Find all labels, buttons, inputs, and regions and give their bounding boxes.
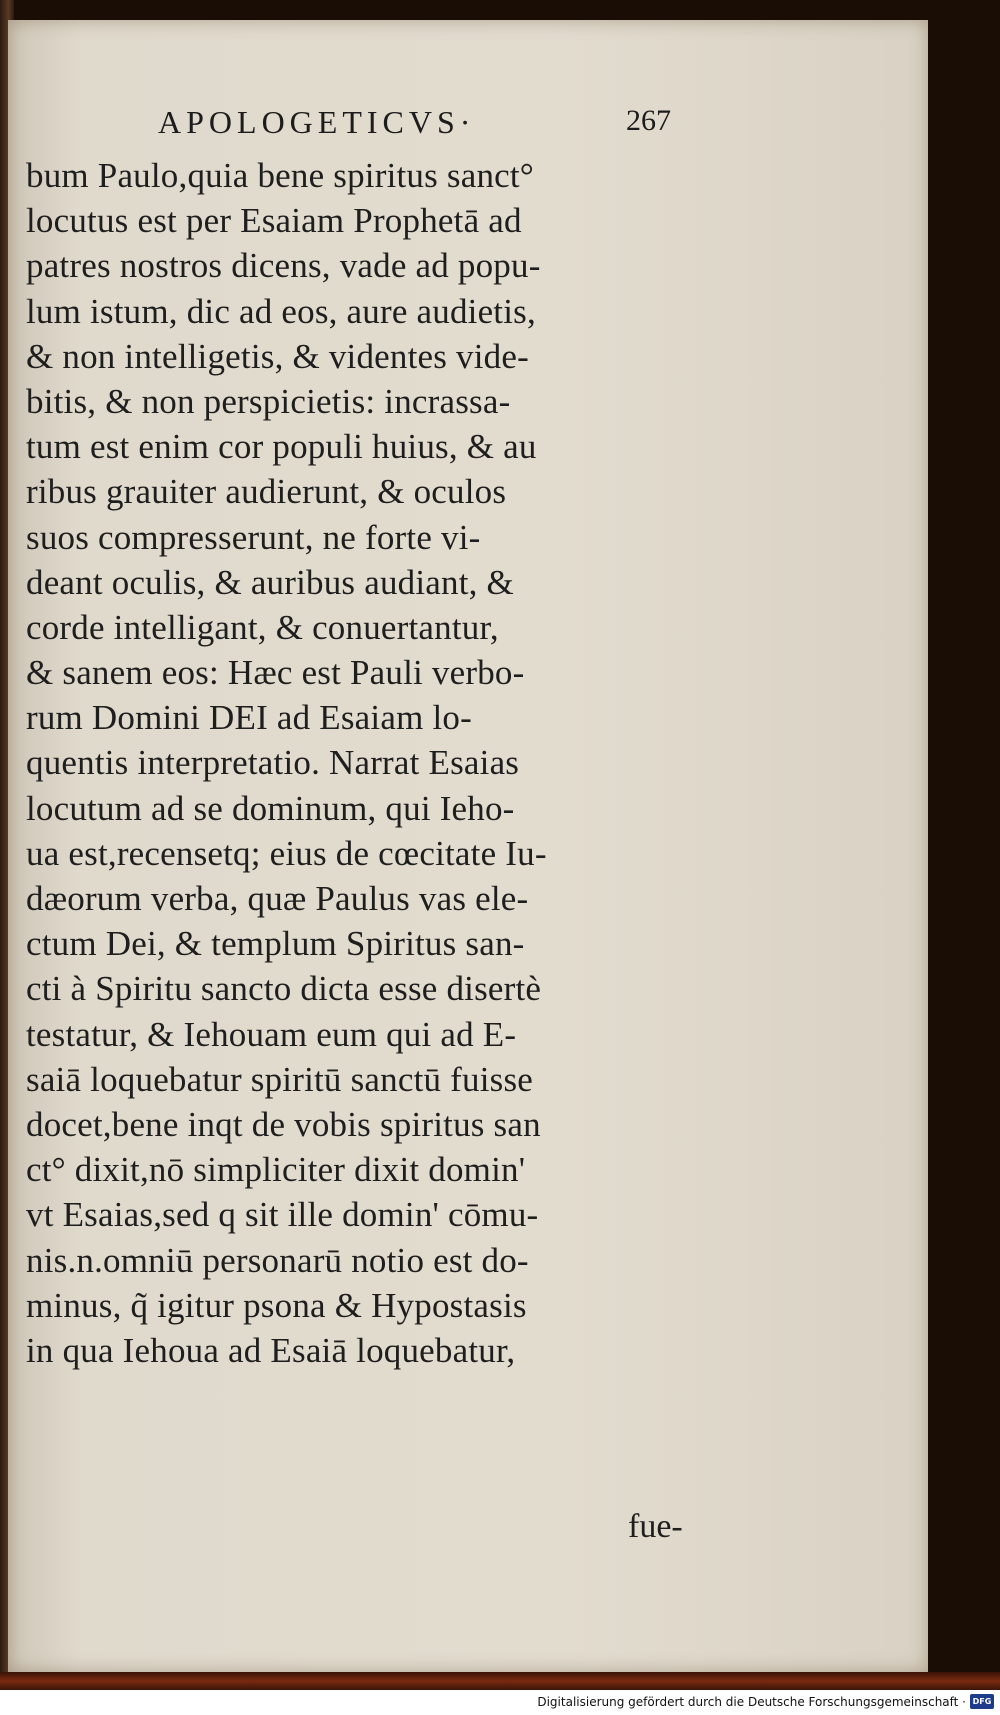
text-line: minus, q̃ igitur psona & Hypostasis	[26, 1285, 527, 1325]
funding-credit: Digitalisierung gefördert durch die Deutsche Forschungsgemeinschaft ·	[537, 1695, 966, 1709]
text-line: in qua Iehoua ad Esaiā loquebatur,	[26, 1330, 516, 1370]
catchword: fue-	[628, 1508, 683, 1545]
text-line: docet,bene inqt de vobis spiritus san	[26, 1104, 541, 1144]
text-line: locutum ad se dominum, qui Ieho-	[26, 788, 515, 828]
body-text	[26, 153, 716, 1373]
text-line: tum est enim cor populi huius, & au	[26, 427, 537, 467]
dfg-logo-icon: DFG	[970, 1694, 994, 1709]
text-line: cti à Spiritu sancto dicta esse disertè	[26, 969, 542, 1009]
text-line: vt Esaias,sed q sit ille domin' cōmu-	[26, 1195, 539, 1235]
footer-bar	[0, 1690, 1000, 1715]
text-line: quentis interpretatio. Narrat Esaias	[26, 743, 520, 783]
text-line: ribus grauiter audierunt, & oculos	[26, 472, 507, 512]
text-line: & sanem eos: Hæc est Pauli verbo-	[26, 653, 525, 693]
text-line: suos compresserunt, ne forte vi-	[26, 517, 481, 557]
book-page	[8, 20, 928, 1672]
text-line: lum istum, dic ad eos, aure audietis,	[26, 291, 536, 331]
text-line: rum Domini DEI ad Esaiam lo-	[26, 698, 472, 738]
text-line: patres nostros dicens, vade ad popu-	[26, 246, 541, 286]
text-line: bitis, & non perspicietis: incrassa-	[26, 381, 511, 421]
scan-bottom-edge	[0, 1672, 1000, 1690]
text-line: testatur, & Iehouam eum qui ad E-	[26, 1014, 517, 1054]
running-head	[8, 104, 928, 148]
text-line: ct° dixit,nō simpliciter dixit domin'	[26, 1150, 526, 1190]
text-line: ua est,recensetq; eius de cœcitate Iu-	[26, 833, 547, 873]
text-line: ctum Dei, & templum Spiritus san-	[26, 924, 525, 964]
text-line: & non intelligetis, & videntes vide-	[26, 336, 529, 376]
text-line: dæorum verba, quæ Paulus vas ele-	[26, 879, 529, 918]
running-title: APOLOGETICVS·	[158, 104, 476, 140]
text-line: corde intelligant, & conuertantur,	[26, 607, 499, 647]
text-line: locutus est per Esaiam Prophetā ad	[26, 201, 522, 241]
text-line: bum Paulo,quia bene spiritus sanct°	[26, 156, 535, 195]
page-number: 267	[626, 104, 671, 137]
text-line: deant oculis, & auribus audiant, &	[26, 562, 514, 602]
text-line: nis.n.omniū personarū notio est do-	[26, 1240, 529, 1280]
text-line: saiā loquebatur spiritū sanctū fuisse	[26, 1059, 534, 1099]
